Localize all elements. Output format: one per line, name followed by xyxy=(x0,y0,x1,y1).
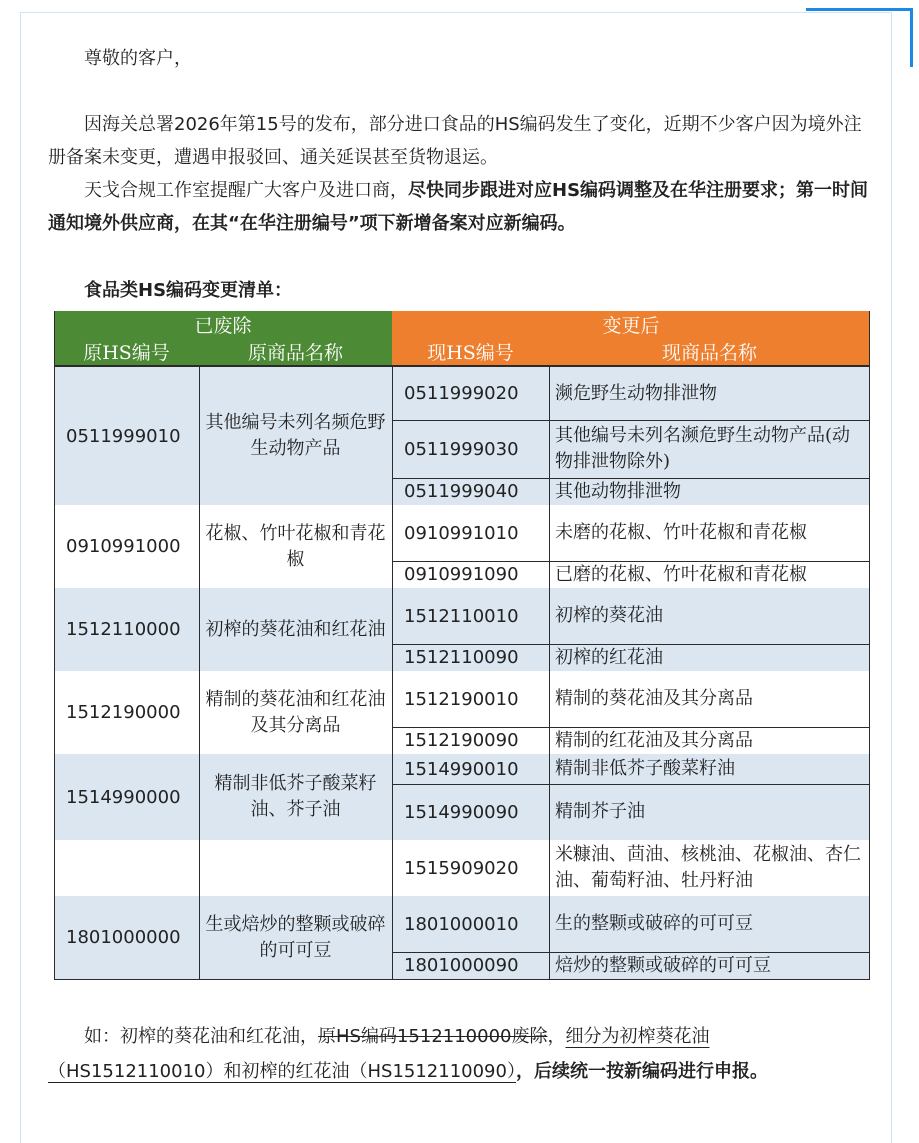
old-hs-code: 1512190000 xyxy=(54,671,199,754)
hs-code-change-table xyxy=(54,311,870,979)
new-product-name: 其他编号未列名濒危野生动物产品(动物排泄物除外) xyxy=(549,420,870,478)
example-struck: 原HS编码1512110000废除 xyxy=(318,1026,548,1047)
header-old-name: 原商品名称 xyxy=(199,338,392,365)
new-hs-code: 0910991090 xyxy=(392,561,549,588)
new-product-name: 已磨的花椒、竹叶花椒和青花椒 xyxy=(549,561,870,588)
new-product-name: 初榨的葵花油 xyxy=(549,588,870,644)
old-hs-code: 0511999010 xyxy=(54,367,199,505)
column-divider xyxy=(199,367,200,980)
old-product-name: 精制非低芥子酸菜籽油、芥子油 xyxy=(199,754,392,840)
table-border-left xyxy=(54,311,55,980)
old-hs-code xyxy=(54,840,199,896)
column-divider xyxy=(392,367,393,980)
old-hs-code: 0910991000 xyxy=(54,505,199,588)
header-new-code: 现HS编号 xyxy=(392,338,549,365)
new-hs-code: 1512110010 xyxy=(392,588,549,644)
intro-paragraph: 因海关总署2026年第15号的发布，部分进口食品的HS编码发生了变化，近期不少客户因为境外注册备案未变更，遭遇申报驳回、通关延误甚至货物退运。 xyxy=(48,114,862,168)
old-product-name: 初榨的葵花油和红花油 xyxy=(199,588,392,671)
old-product-name: 精制的葵花油和红花油及其分离品 xyxy=(199,671,392,754)
header-changed: 变更后 xyxy=(392,311,870,338)
table-border-right xyxy=(869,311,870,980)
new-product-name: 精制非低芥子酸菜籽油 xyxy=(549,754,870,784)
new-hs-code: 1512190090 xyxy=(392,727,549,754)
new-product-name: 其他动物排泄物 xyxy=(549,478,870,505)
row-divider xyxy=(392,952,870,953)
new-product-name: 精制的葵花油及其分离品 xyxy=(549,671,870,727)
new-hs-code: 0511999030 xyxy=(392,420,549,478)
row-divider xyxy=(392,420,870,421)
new-product-name: 精制的红花油及其分离品 xyxy=(549,727,870,754)
old-hs-code: 1801000000 xyxy=(54,896,199,979)
new-product-name: 精制芥子油 xyxy=(549,784,870,840)
new-hs-code: 1801000090 xyxy=(392,952,549,979)
new-product-name: 未磨的花椒、竹叶花椒和青花椒 xyxy=(549,505,870,561)
example-prefix: 如：初榨的葵花油和红花油， xyxy=(84,1026,318,1047)
new-hs-code: 0511999040 xyxy=(392,478,549,505)
new-hs-code: 0910991010 xyxy=(392,505,549,561)
new-hs-code: 0511999020 xyxy=(392,367,549,420)
row-divider xyxy=(392,644,870,645)
new-product-name: 濒危野生动物排泄物 xyxy=(549,367,870,420)
old-product-name: 其他编号未列名频危野生动物产品 xyxy=(199,367,392,505)
row-divider xyxy=(392,478,870,479)
new-hs-code: 1514990010 xyxy=(392,754,549,784)
header-old-code: 原HS编号 xyxy=(54,338,199,365)
column-divider xyxy=(549,367,550,980)
reminder-paragraph xyxy=(48,174,874,240)
new-hs-code: 1801000010 xyxy=(392,896,549,952)
example-comma: ， xyxy=(547,1026,566,1047)
list-title: 食品类HS编码变更清单： xyxy=(84,280,293,301)
old-product-name: 生或焙炒的整颗或破碎的可可豆 xyxy=(199,896,392,979)
new-product-name: 米糠油、茴油、核桃油、花椒油、杏仁油、葡萄籽油、牡丹籽油 xyxy=(549,840,870,896)
new-product-name: 初榨的红花油 xyxy=(549,644,870,671)
row-divider xyxy=(392,561,870,562)
old-hs-code: 1514990000 xyxy=(54,754,199,840)
example-underlined: 细分为初榨葵花油（HS1512110010）和初榨的红花油（HS1512110090） xyxy=(48,1026,710,1082)
row-divider xyxy=(392,727,870,728)
reminder-text: 天戈合规工作室提醒广大客户及进口商， xyxy=(84,180,408,201)
greeting: 尊敬的客户， xyxy=(84,48,192,69)
new-hs-code: 1514990090 xyxy=(392,784,549,840)
new-hs-code: 1515909020 xyxy=(392,840,549,896)
new-product-name: 焙炒的整颗或破碎的可可豆 xyxy=(549,952,870,979)
row-divider xyxy=(392,784,870,785)
header-new-name: 现商品名称 xyxy=(549,338,870,365)
example-paragraph xyxy=(48,1019,874,1089)
reminder-emphasis: 尽快同步跟进对应HS编码调整及在华注册要求；第一时间通知境外供应商，在其“在华注册编号”项下新增备案对应新编码。 xyxy=(48,180,869,234)
old-product-name xyxy=(199,840,392,896)
group-divider xyxy=(54,979,870,980)
example-conclusion: ，后续统一按新编码进行申报。 xyxy=(515,1061,768,1082)
new-hs-code: 1512190010 xyxy=(392,671,549,727)
old-product-name: 花椒、竹叶花椒和青花椒 xyxy=(199,505,392,588)
header-abolished: 已废除 xyxy=(54,311,392,338)
new-product-name: 生的整颗或破碎的可可豆 xyxy=(549,896,870,952)
old-hs-code: 1512110000 xyxy=(54,588,199,671)
new-hs-code: 1512110090 xyxy=(392,644,549,671)
